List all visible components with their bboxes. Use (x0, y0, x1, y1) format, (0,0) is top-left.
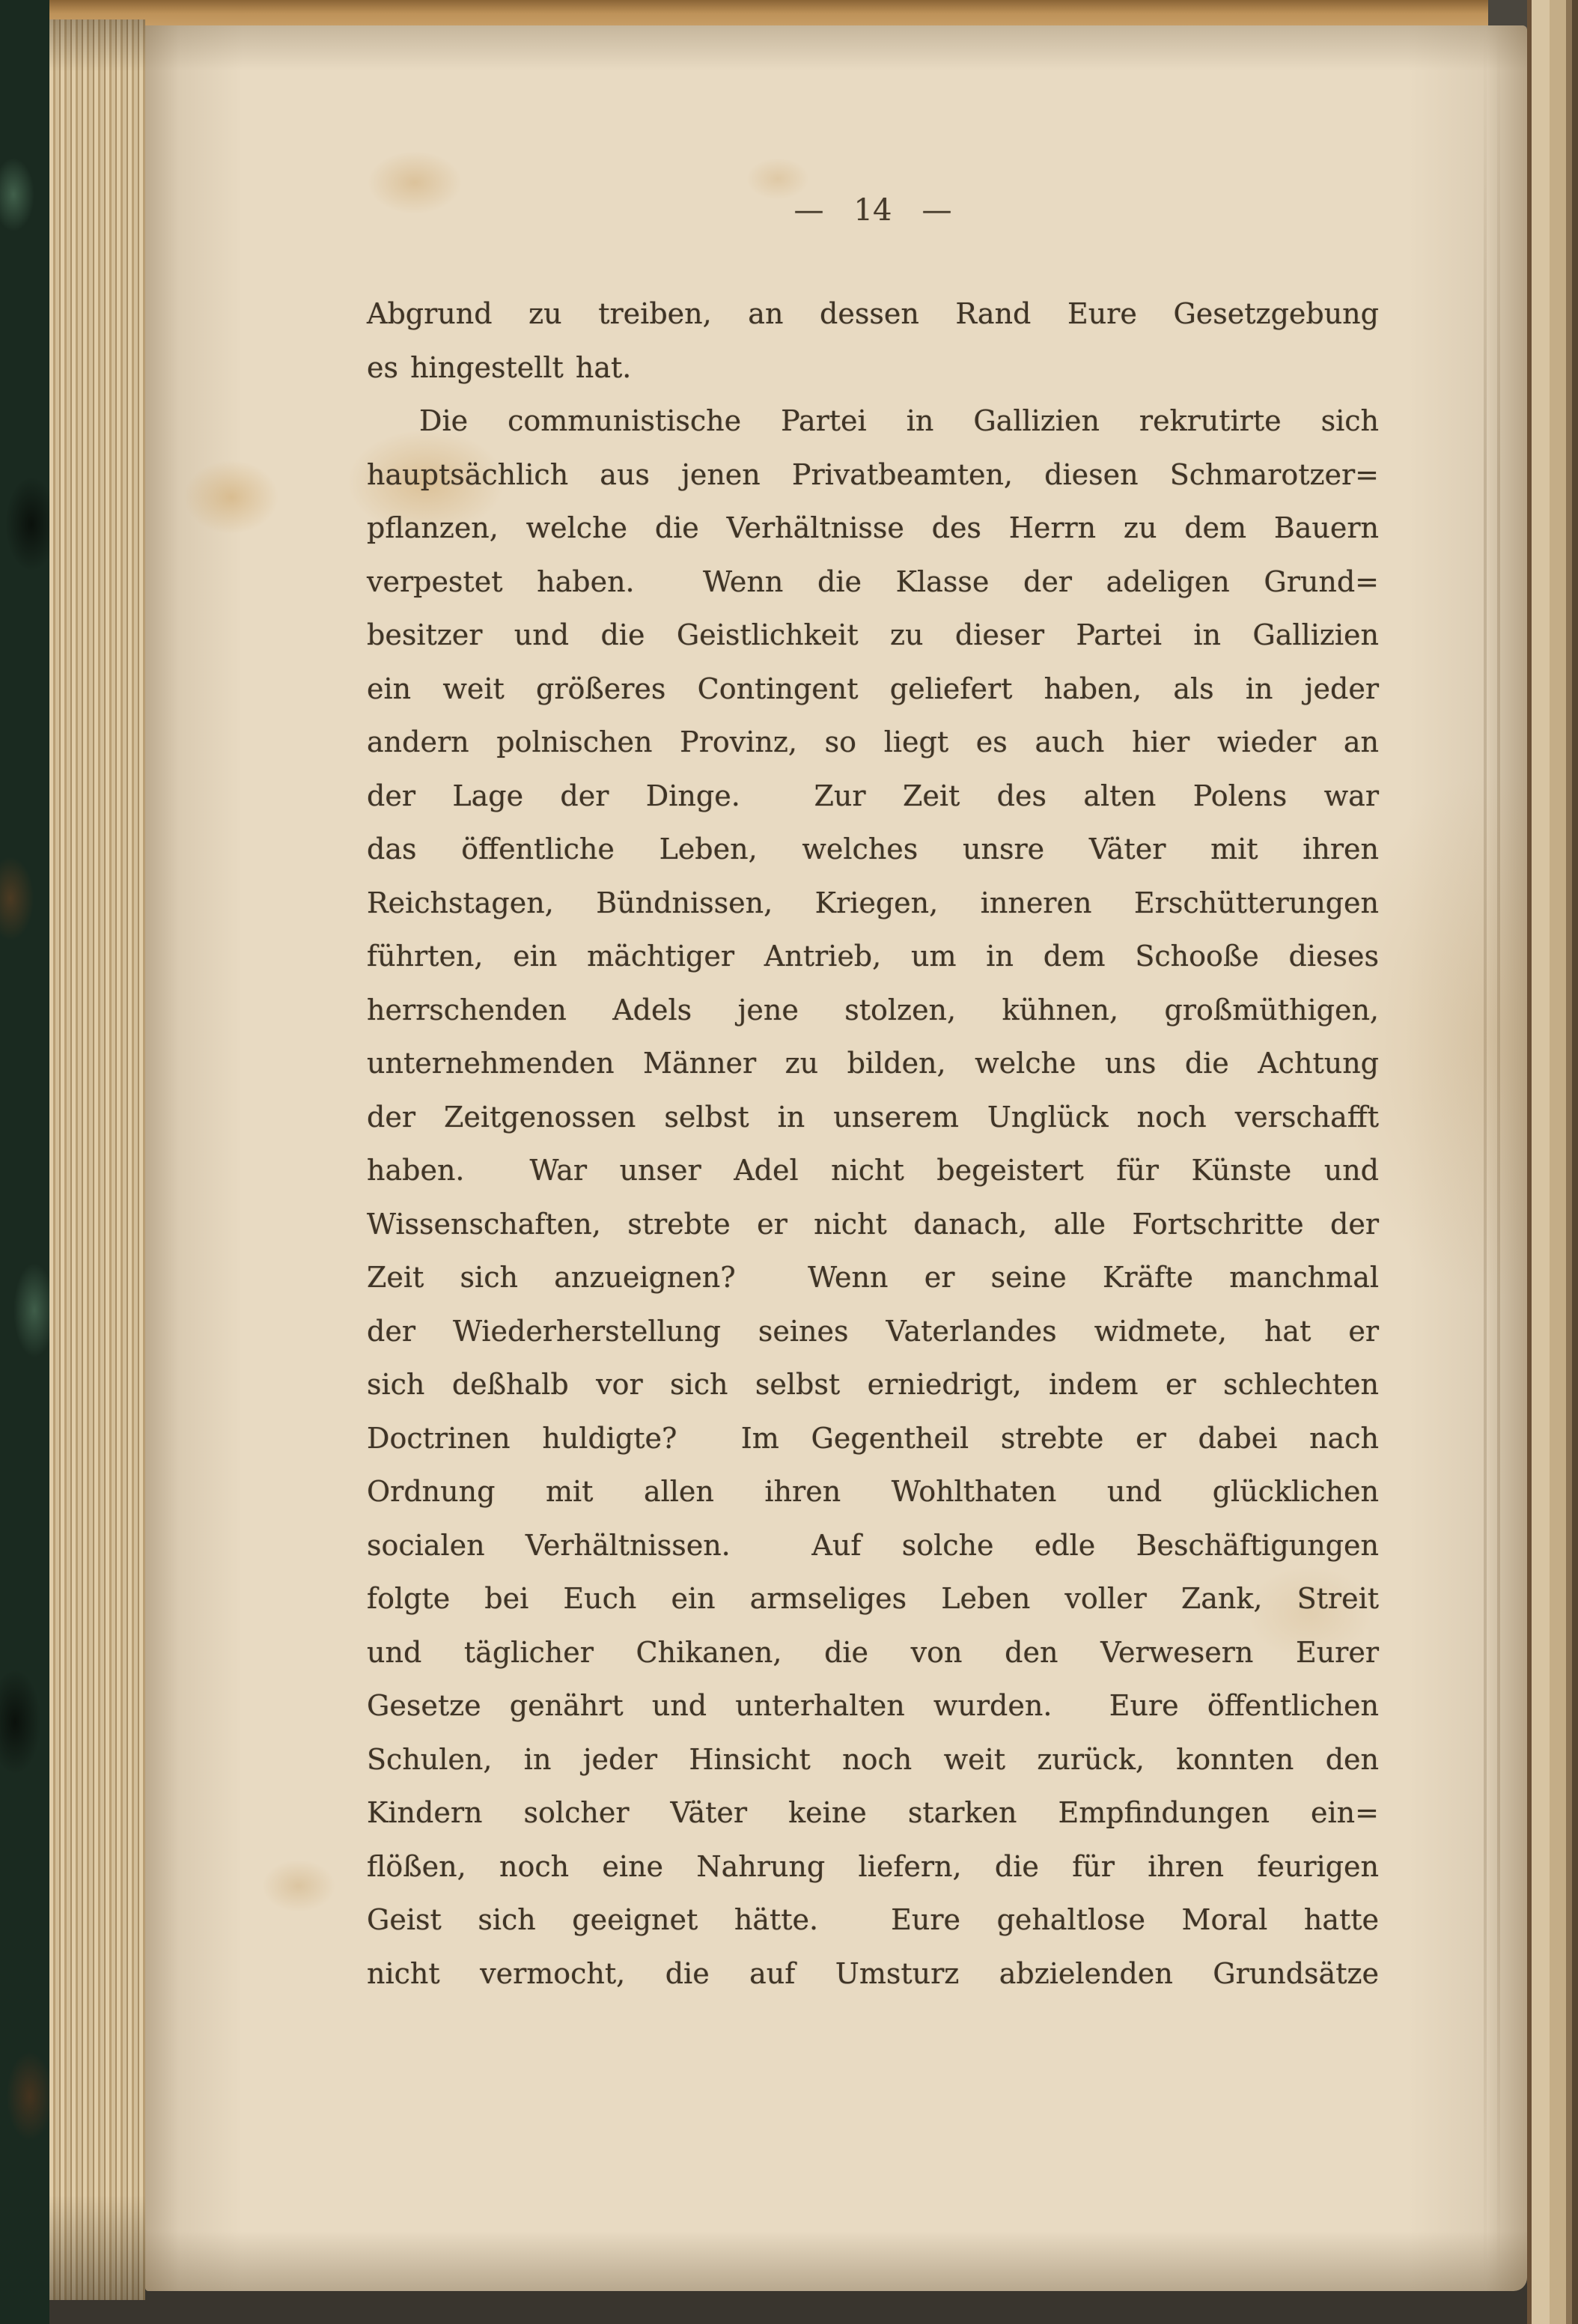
text-line: Zeit sich anzueignen? Wenn er seine Kräfte manchmal (367, 1261, 1379, 1294)
text-line: Ordnung mit allen ihren Wohlthaten und glücklichen (367, 1475, 1379, 1508)
text-line: und täglicher Chikanen, die von den Verwesern Eurer (367, 1635, 1379, 1669)
page-crease (1484, 25, 1487, 2291)
book-cover-spine (0, 0, 49, 2324)
text-line: Abgrund zu treiben, an dessen Rand Eure Gesetzgebung (367, 297, 1379, 330)
left-page-edges (49, 19, 145, 2300)
header-dash-left: — (793, 193, 824, 228)
text-line: es hingestellt hat. (367, 350, 632, 384)
text-line: Kindern solcher Väter keine starken Empfindungen ein= (367, 1796, 1379, 1829)
header-dash-right: — (921, 193, 952, 228)
text-line: flößen, noch eine Nahrung liefern, die für ihren feurigen (367, 1849, 1379, 1883)
text-line: hauptsächlich aus jenen Privatbeamten, diesen Schmarotzer= (367, 457, 1379, 491)
text-line: unternehmenden Männer zu bilden, welche uns die Achtung (367, 1047, 1379, 1080)
text-line: sich deßhalb vor sich selbst erniedrigt, indem er schlechten (367, 1368, 1379, 1401)
text-line: führten, ein mächtiger Antrieb, um in dem Schooße dieses (367, 940, 1379, 973)
text-line: der Wiederherstellung seines Vaterlandes widmete, hat er (367, 1314, 1379, 1348)
text-line: pflanzen, welche die Verhältnisse des Herrn zu dem Bauern (367, 511, 1379, 544)
page-header (367, 193, 1379, 228)
page-number: 14 (853, 193, 892, 228)
text-line: haben. War unser Adel nicht begeistert für Künste und (367, 1154, 1379, 1187)
text-block (367, 288, 1379, 2001)
book-page (145, 25, 1527, 2291)
text-line: Gesetze genährt und unterhalten wurden. Eure öffentlichen (367, 1689, 1379, 1722)
text-line: verpestet haben. Wenn die Klasse der adeligen Grund= (367, 565, 1379, 598)
text-line: ein weit größeres Contingent geliefert haben, als in jeder (367, 672, 1379, 705)
text-line: socialen Verhältnissen. Auf solche edle Beschäftigungen (367, 1528, 1379, 1562)
text-line: das öffentliche Leben, welches unsre Väter mit ihren (367, 833, 1379, 866)
paragraph (367, 288, 1379, 395)
text-line: Schulen, in jeder Hinsicht noch weit zurück, konnten den (367, 1742, 1379, 1776)
text-line: andern polnischen Provinz, so liegt es auch hier wieder an (367, 726, 1379, 758)
text-line: besitzer und die Geistlichkeit zu dieser Partei in Gallizien (367, 618, 1379, 651)
text-line: Doctrinen huldigte? Im Gegentheil strebte er dabei nach (367, 1421, 1379, 1455)
text-line: Die communistische Partei in Gallizien rekrutirte sich (419, 404, 1379, 437)
text-line: nicht vermocht, die auf Umsturz abzielenden Grundsätze (367, 1956, 1379, 1990)
text-line: Reichstagen, Bündnissen, Kriegen, inneren Erschütterungen (367, 886, 1379, 919)
page-crease (1497, 25, 1500, 2291)
text-line: folgte bei Euch ein armseliges Leben voller Zank, Streit (367, 1582, 1379, 1615)
text-line: herrschenden Adels jene stolzen, kühnen, großmüthigen, (367, 993, 1379, 1026)
text-line: der Zeitgenossen selbst in unserem Unglück noch verschafft (367, 1100, 1379, 1134)
text-line: der Lage der Dinge. Zur Zeit des alten Polens war (367, 779, 1379, 812)
right-page-edge (1527, 0, 1578, 2324)
paragraph (367, 395, 1379, 2001)
text-line: Wissenschaften, strebte er nicht danach, alle Fortschritte der (367, 1207, 1379, 1241)
text-line: Geist sich geeignet hätte. Eure gehaltlose Moral hatte (367, 1903, 1379, 1936)
